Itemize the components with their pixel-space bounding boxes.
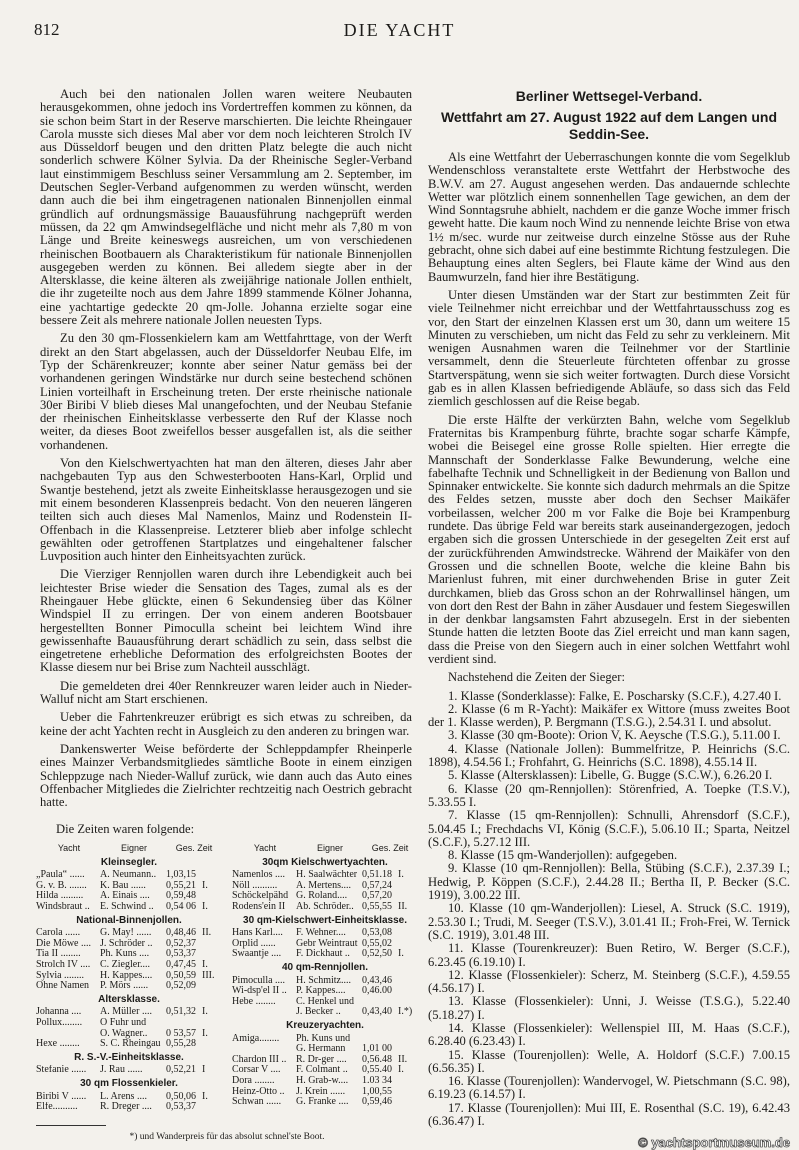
right-column — [428, 88, 790, 1150]
place: I. — [202, 1006, 208, 1018]
time: 0,59,46 — [362, 1097, 392, 1108]
results-tables — [36, 824, 418, 1142]
table-row — [232, 949, 418, 960]
left-column — [36, 87, 413, 1142]
table-row — [36, 960, 222, 971]
paragraph: Die gemeldeten drei 40er Rennkreuzer waren leider auch in Nieder-Walluf nicht am Start erschienen. — [40, 678, 412, 707]
place — [398, 1097, 418, 1108]
table-row — [232, 1076, 418, 1087]
winner-entry: 7. Klasse (15 qm-Rennjollen): Schnulli, Ahrensdorf (S.C.F.), 5.04.45 I.; Frechdachs VI, König (S.C.F.), 5.06.10 II.; Sparta, Neitzel (S.C.F.), 5.27.12 III. — [428, 808, 790, 849]
table-row — [232, 976, 418, 987]
place: I. — [398, 948, 404, 960]
time: 0,52,21 — [166, 1065, 196, 1076]
results-right-half — [232, 843, 418, 1113]
winner-entry: 2. Klasse (6 m R-Yacht): Maikäfer ex Wittore (muss zweites Boot der 1. Klasse werden), P. Bergmann (T.S.G.), 2.54.31 I. und absolut. — [428, 701, 790, 730]
table-row — [36, 881, 222, 892]
time: 0,48,46 — [166, 928, 196, 939]
time: 0,54 06 — [166, 902, 196, 912]
section-title: Kreuzeryachten. — [286, 1019, 364, 1031]
place — [202, 1039, 222, 1050]
yacht: Carola ...... — [36, 928, 81, 939]
time: 0,53,08 — [362, 928, 392, 939]
owner: R. Dreger .... — [100, 1102, 152, 1113]
owner: K. Bau ...... — [100, 880, 146, 891]
yacht: Windsbraut .. — [36, 902, 90, 912]
yacht: „Paula“ ...... — [36, 870, 85, 881]
section-title: 30qm Kielschwertyachten. — [262, 856, 388, 868]
table-header — [36, 843, 222, 854]
table-row — [232, 1065, 418, 1076]
time: 0,53,37 — [166, 1102, 196, 1113]
time: 0,53,37 — [166, 949, 196, 960]
paragraph: Ueber die Fahrtenkreuzer erübrigt es sich etwas zu schreiben, da keine der acht Yachten recht in Ausgleich zu den anderen zu bringen war. — [40, 710, 412, 738]
time: 0,55.40 — [362, 1065, 392, 1076]
yacht: Schwan ...... — [232, 1097, 282, 1108]
owner: P. Mörs ...... — [100, 981, 149, 992]
table-row — [232, 986, 418, 997]
section-title: Kleinsegler. — [100, 856, 158, 868]
winner-entry: 8. Klasse (15 qm-Wanderjollen): aufgegeben. — [448, 848, 678, 863]
yacht: Hexe ........ — [36, 1039, 80, 1050]
section-title: National-Binnenjollen. — [76, 914, 182, 926]
time: 0,51.18 — [362, 870, 392, 881]
yacht: Chardon III .. — [232, 1054, 287, 1065]
yacht: Wi-dsp'el II .. — [232, 986, 287, 997]
table-row — [232, 891, 418, 902]
table-row — [232, 870, 418, 881]
place — [398, 976, 418, 987]
watermark: © yachtsportmuseum.de — [638, 1135, 790, 1150]
yacht: Hilda ......... — [36, 891, 84, 902]
owner: A. Einais .... — [100, 891, 150, 902]
place: I.*) — [398, 1006, 413, 1018]
yacht: Heinz-Otto .. — [232, 1086, 285, 1097]
table-row — [36, 1102, 222, 1113]
winner-entry: 6. Klasse (20 qm-Rennjollen): Störenfried, A. Toepke (T.S.V.), 5.33.55 I. — [428, 781, 790, 809]
table-row — [36, 891, 222, 902]
yacht — [232, 1007, 296, 1018]
owner: P. Kappes.... — [296, 986, 346, 997]
time: 0,57,20 — [362, 891, 392, 902]
owner: A. Mertens.... — [296, 880, 351, 891]
place: III. — [202, 969, 215, 981]
yacht: Pollux........ — [36, 1017, 83, 1028]
time — [362, 1034, 398, 1045]
owner: G. Hermann — [296, 1044, 346, 1055]
time: 0,56.48 — [362, 1054, 392, 1065]
section-title: 30 qm Flossenkieler. — [80, 1077, 178, 1089]
running-head: DIE YACHT — [343, 20, 456, 40]
table-row — [36, 928, 222, 939]
time: 0,57,24 — [362, 880, 392, 891]
owner: J. Krein ...... — [296, 1086, 346, 1097]
yacht: G. v. B. ....... — [36, 880, 87, 891]
column-header: Yacht — [253, 843, 277, 854]
time: 0 53,57 — [166, 1028, 196, 1039]
table-row — [36, 939, 222, 950]
time: 1,03,15 — [166, 870, 196, 881]
owner: Ab. Schröder.. — [296, 902, 354, 912]
winner-entry: 11. Klasse (Tourenkreuzer): Buen Retiro, W. Berger (S.C.F.), 6.23.45 (6.19.10) I. — [428, 941, 790, 969]
table-row — [232, 1007, 418, 1018]
owner: F. Colmant .. — [296, 1065, 348, 1076]
time: 0,50,06 — [166, 1091, 196, 1102]
yacht: Rodens'ein II — [232, 902, 286, 912]
time: 0,55,28 — [166, 1039, 196, 1050]
place: I. — [202, 1027, 208, 1039]
time: 1,00,55 — [362, 1086, 392, 1097]
owner: J. Becker .. — [296, 1007, 341, 1018]
time: 0,55,21 — [166, 880, 196, 891]
winner-entry: 15. Klasse (Tourenjollen): Welle, A. Holdorf (S.C.F.) 7.00.15 (6.56.35) I. — [428, 1047, 790, 1075]
winner-entry: 16. Klasse (Tourenjollen): Wandervogel, W. Pietschmann (S.C. 98), 6.19.23 (6.14.57) I. — [428, 1074, 790, 1102]
results-left-half — [36, 843, 222, 1113]
table-row — [232, 1097, 418, 1108]
paragraph: Die Vierziger Rennjollen waren durch ihre Lebendigkeit auch bei leichtester Brise wieder die Sensation des Tages, zumal als es der Rheingauer Hebe glückte, einen 6 Sekundensieg über das Kölner Windspiel II zu erringen. Der von einem anderen Bootsbauer hergestellten Bonner Pimoculla scheint bei leichtem Wind ihre gewissenhafte Bauausführung derart schädlich zu sein, dass selbst die eingetretene erhebliche Deformation des erfolgreichsten Bootes der Klasse diesem nur bei Brise zum Nachteil ausschlägt. — [40, 567, 412, 675]
results-caption: Die Zeiten waren folgende: — [56, 822, 195, 837]
column-header: Eigner — [120, 843, 147, 854]
owner: C. Ziegler.... — [100, 959, 150, 970]
yacht: Stefanie ...... — [36, 1065, 87, 1076]
time — [362, 997, 398, 1008]
table-row — [36, 1018, 222, 1029]
time: 0,46.00 — [362, 986, 392, 997]
yacht: Elfe.......... — [36, 1102, 78, 1113]
section-title: R. S.-V.-Einheitsklasse. — [74, 1051, 184, 1063]
column-header: Yacht — [57, 843, 81, 854]
time: 1.03 34 — [362, 1075, 392, 1086]
table-row — [36, 981, 222, 992]
owner: A. Neumann.. — [100, 870, 157, 881]
table-row — [36, 870, 222, 881]
table-row — [36, 1007, 222, 1018]
time: 0,43,46 — [362, 975, 392, 986]
owner: H. Kappes.... — [100, 970, 153, 981]
paragraph: Von den Kielschwertyachten hat man den älteren, dieses Jahr aber nachgebauten Typ aus den Schwesterbooten Hans-Karl, Orplid und Swantje bestehend, jetzt als zweite Einheitsklasse herausgezogen und sie mit einem besonderen Klassenpreis bedacht. Von den neueren längeren teilten sich auch dieses Mal Namenlos, Mainz und Rodenstein II-Offenbach in die Klassenpreise. Letzterer blieb aber infolge schlecht gewählten oder getroffenen Startplatzes und eingehaltener falscher Luvposition auch hinter den Einheitsyachten zurück. — [40, 456, 412, 564]
yacht: Sylvia ........ — [36, 970, 85, 981]
place — [202, 1102, 222, 1113]
time: 1,01 00 — [362, 1044, 392, 1055]
yacht: Amiga........ — [232, 1033, 280, 1044]
yacht: Johanna .... — [36, 1007, 82, 1018]
place — [398, 1034, 418, 1045]
owner: J. Schröder .. — [100, 938, 153, 949]
column-header: Ges. Zeit — [371, 843, 409, 854]
table-row — [232, 1044, 418, 1055]
place — [398, 928, 418, 939]
yacht: Schöckelpähd — [232, 891, 289, 902]
place: I. — [398, 1064, 404, 1076]
winner-entry: 14. Klasse (Flossenkieler): Wellenspiel III, M. Haas (S.C.F.), 6.28.40 (6.23.43) I. — [428, 1021, 790, 1049]
owner: J. Rau ...... — [100, 1065, 143, 1076]
owner: O Fuhr und — [100, 1017, 147, 1028]
table-row — [36, 949, 222, 960]
yacht: Hans Karl.... — [232, 928, 283, 939]
winner-entry: 13. Klasse (Flossenkieler): Unni, J. Weisse (T.S.G.), 5.22.40 (5.18.27) I. — [428, 994, 790, 1022]
table-row — [36, 1029, 222, 1040]
winner-entry: 1. Klasse (Sonderklasse): Falke, E. Poscharsky (S.C.F.), 4.27.40 I. — [448, 688, 782, 703]
table-row — [232, 1055, 418, 1066]
place — [202, 939, 222, 950]
table-row — [36, 1065, 222, 1076]
place: I. — [202, 1090, 208, 1102]
paragraph: Unter diesen Umständen war der Start zur bestimmten Zeit für viele Teilnehmer nicht erreichbar und der Wettfahrtausschuss zog es vor, den Start der einzelnen Klassen erst um 30, dann um weitere 15 Minuten zu verschieben, um nicht das Feld zu sehr zu verkleinern. Mit wenigen Ausnahmen waren die Teilnehmer vor der Startlinie versammelt, denn die Steuerleute fürchteten offenbar zu grosse Startverspätung, wenn sie sich weiter fortwagten. Durch diese Vorsicht gab es in allen Klassen befriedigende Abläufe, so dass sich das Feld ziemlich geschlossen auf die Reise begab. — [428, 287, 790, 409]
paragraph: Nachstehend die Zeiten der Sieger: — [448, 670, 625, 685]
footnote-rule — [36, 1125, 106, 1126]
yacht — [232, 1044, 296, 1055]
table-row — [232, 1087, 418, 1098]
yacht: Swaantje .... — [232, 949, 282, 960]
place: I. — [202, 901, 208, 912]
winner-entry: 3. Klasse (30 qm-Boote): Orion V, K. Aeysche (T.S.G.), 5.11.00 I. — [448, 728, 781, 743]
yacht: Tia II ........ — [36, 949, 81, 960]
place: I. — [202, 958, 208, 970]
place: I. — [202, 879, 208, 891]
footnote: *) und Wanderpreis für das absolut schnel'ste Boot. — [129, 1131, 325, 1142]
time: 0,43,40 — [362, 1007, 392, 1018]
yacht: Dora ........ — [232, 1075, 275, 1086]
place: II. — [398, 901, 408, 912]
yacht: Namenlos .... — [232, 870, 286, 881]
owner: G. Roland.... — [296, 891, 348, 902]
paragraph: Dankenswerter Weise beförderte der Schleppdampfer Rheinperle eines Mainzer Verbandsmitgliedes sämtliche Boote in einem einzigen Schleppzuge nach Nieder-Walluf zurück, wie dann auch das Auto eines Offenbacher Mitgliedes die Zielrichter rechtzeitig nach Oestrich gebracht hatte. — [40, 741, 412, 810]
article-subheadline: Wettfahrt am 27. August 1922 auf dem Langen und Seddin-See. — [440, 109, 778, 142]
yacht: Die Möwe .... — [36, 938, 91, 949]
place: II. — [202, 927, 212, 939]
time: 0,55,55 — [362, 902, 392, 912]
place — [398, 986, 418, 997]
yacht: Nöll .......... — [232, 880, 278, 891]
place — [398, 881, 418, 892]
table-row — [232, 1034, 418, 1045]
winner-entry: 9. Klasse (10 qm-Rennjollen): Bella, Stübing (S.C.F.), 2.37.39 I.; Hedwig, P. Köppen (S.C.F.), 2.44.28 II.; Bertha II, P. Becker (S.C. 1919), 3.00.22 III. — [428, 861, 790, 903]
table-row — [232, 881, 418, 892]
table-row — [232, 997, 418, 1008]
owner: H. Saalwächter — [296, 870, 358, 881]
table-row — [232, 928, 418, 939]
left-column-body — [40, 88, 412, 814]
owner: L. Arens .... — [100, 1091, 147, 1102]
place: I. — [398, 869, 404, 881]
owner: Ph. Kuns und — [296, 1033, 351, 1044]
page-number: 812 — [34, 20, 60, 39]
owner: S. C. Rheingau — [100, 1039, 161, 1050]
owner: F. Wehner.... — [296, 928, 346, 939]
yacht: Hebe ........ — [232, 996, 276, 1007]
owner: H. Grab-w.... — [296, 1075, 349, 1086]
article-headline: Berliner Wettsegel-Verband. — [515, 88, 703, 104]
place — [202, 981, 222, 992]
winner-entry: 10. Klasse (10 qm-Wanderjollen): Liesel, A. Struck (S.C. 1919), 2.53.30 I.; Trudi, M. Seeger (T.S.V.), 3.01.41 II.; Froh-Frei, W. Ternick (S.C. 1919), 3.01.48 III. — [428, 901, 790, 942]
winner-entry: 12. Klasse (Flossenkieler): Scherz, M. Steinberg (S.C.F.), 4.59.55 (4.56.17) I. — [428, 967, 790, 996]
owner: E. Schwind .. — [100, 902, 154, 912]
owner: A. Müller .... — [100, 1007, 152, 1018]
yacht: Pimoculla .... — [232, 975, 286, 986]
section-title: 30 qm-Kielschwert-Einheitsklasse. — [243, 914, 407, 926]
owner: Gebr Weintraut — [296, 938, 358, 949]
owner: G. Franke .... — [296, 1097, 349, 1108]
table-header — [232, 843, 418, 854]
owner: C. Henkel und — [296, 996, 355, 1007]
owner: H. Schmitz.... — [296, 975, 351, 986]
yacht: Biribi V ...... — [36, 1091, 87, 1102]
paragraph: Auch bei den nationalen Jollen waren weitere Neubauten herausgekommen, ohne jedoch ins Vordertreffen kommen zu können, da sie schon beim Start in der Reserve marschierten. Die leichte Rheingauer Carola musste sich dieses Mal aber vor dem noch leichteren Strolch IV aus Düsseldorf beugen und den dritten Platz belegte die auch nicht sonderlich schwere Kölner Sylvia. Da der Rheinische Segler-Verband laut einstimmigem Beschluss seiner Versammlung am 2. September, im Deutschen Segler-Verband aufgenommen zu werden wünscht, werden dann auch die bei ihm eingetragenen nationalen Binnenjollen einmal gründlich auf ordnungsmässige Bauausführung nachgeprüft werden müssen, da 22 qm Amwindsegelfläche und nicht mehr als 7,80 m von Länge und Breite keineswegs ausreichen, um von verschiedenen rheinischen Bootbauern als Charakteristikum für nationale Binnenjollen ausgegeben werden zu können. Bei alledem siegte aber in der Altersklasse, die keine älteren als zweijährige nationale Jollen enthielt, die ihr zugeteilte noch aus dem Jahre 1899 stammende Kölner Johanna, eine yachtartige gedeckte 20 qm-Jolle. Johanna erzielte sogar eine bessere Zeit als mehrere nationale Jollen neuesten Typs. — [40, 87, 412, 328]
right-column-body — [428, 151, 790, 1128]
time: 0,55,02 — [362, 938, 392, 949]
yacht — [36, 1029, 100, 1040]
table-row — [36, 1039, 222, 1050]
place: II. — [398, 1053, 408, 1065]
section-title: Altersklasse. — [98, 993, 160, 1005]
time: 0,51,32 — [166, 1007, 196, 1018]
table-row — [232, 939, 418, 950]
table-row — [36, 971, 222, 982]
time: 0,59,48 — [166, 891, 196, 902]
owner: F. Dickhaut .. — [296, 949, 350, 960]
owner: O. Wagner.. — [100, 1028, 148, 1039]
winner-entry: 17. Klasse (Tourenjollen): Mui III, E. Rosenthal (S.C. 19), 6.42.43 (6.36.47) I. — [428, 1100, 790, 1129]
section-title: 40 qm-Rennjollen. — [281, 961, 369, 973]
time: 0,52,50 — [362, 949, 392, 960]
owner: R. Dr-ger .... — [296, 1054, 347, 1065]
yacht: Orplid ...... — [232, 938, 276, 949]
paragraph: Zu den 30 qm-Flossenkielern kam am Wettfahrttage, von der Werft direkt an den Start abgelassen, auch der Düsseldorfer Neubau Elfe, im Typ der Schärenkreuzer; konnte aber seiner Natur gemäss bei der vorhandenen geringen Windstärke nur durch seine bestechend schönen Linien vorteilhaft in Erscheinung treten. Der erste rheinische nationale 30er Biribi V blieb dieses Mal unangefochten, und der Neubau Stefanie der rheinischen Einheitsklasse verbesserte den Ruf der Klasse noch weiter, da dieses Boot zweifellos besser ausgefallen ist, als die seither vorhandenen. — [40, 331, 412, 452]
place — [202, 1018, 222, 1029]
yacht: Strolch IV .... — [36, 959, 91, 970]
column-header: Ges. Zeit — [175, 843, 213, 854]
column-header: Eigner — [316, 843, 343, 854]
paragraph: Als eine Wettfahrt der Ueberraschungen konnte die vom Segelklub Wendenschloss veranstaltete erste Wettfahrt der Herbstwoche des B.W.V. am 27. August angesehen werden. Das andauernde schlechte Wetter war plötzlich einem sonnenhellen Tage gewichen, an dem der Wind Sonntagsruhe abhielt, nachdem er die ganze Woche immer frisch geweht hatte. Die kaum noch Wind zu nennende leichte Brise von etwa 1½ m/sec. wurde nur zeitweise durch einzelne Stösse aus der Ruhe gebracht, ohne sich dabei auf eine bestimmte Richtung festzulegen. Die Behauptung eines alten Seglers, bei Flaute käme der Wind aus den Baumwurzeln, fand hier ihre Bestätigung. — [428, 150, 790, 284]
place — [398, 1076, 418, 1087]
table-row — [36, 902, 222, 913]
paragraph: Die erste Hälfte der verkürzten Bahn, welche vom Segelklub Fraternitas bis Krampenburg führte, brachte sogar scharfe Kämpfe, wobei die Beisegel eine grosse Rolle spielten. Hier erregte die Mannschaft der Sonderklasse Falke Bewunderung, welche eine fabelhafte Technik und Schnelligkeit in der Bedienung von Ballon und Spinnaker entwickelte. Sie konnte sich dadurch mehrmals an die Spitze des Feldes setzen, musste aber doch den Sechser Maikäfer vorbeilassen, welcher 200 m vor Falke die Boje bei Krampenburg rundete. Das übrige Feld war bereits stark auseinandergezogen, jedoch ergaben sich die grossen Unterschiede in der gesegelten Zeit erst auf der zurückführenden Amwindstrecke. Während der Maikäfer von den Grossen und die schnellen Boote, welche die kleine Bahn bis Marienlust fuhren, mit einer durchwehenden Brise in guter Zeit durchkamen, blieb das Gross schon an der Rohrwallinsel hängen, um von dort den Rest der Bahn in zäher Ausdauer und festem Siegeswillen in der denkbar langsamsten Fahrt abzusegeln. Erst in der siebenten Stunde hatten die letzten Boote das Ziel erreicht und man kann sagen, dass die Preise von den Siegern auch in einer solchen Wettfahrt wohl verdient sind. — [428, 412, 790, 666]
time — [166, 1018, 202, 1029]
place: I — [202, 1064, 206, 1076]
winner-entry: 4. Klasse (Nationale Jollen): Bummelfritze, P. Heinrichs (S.C. 1898), 4.54.56 I.; Frohfahrt, G. Heinrichs (S.C. 1898), 4.55.14 II. — [428, 741, 790, 770]
time: 0,52,37 — [166, 938, 196, 949]
owner: Ph. Kuns .... — [100, 949, 150, 960]
time: 0,47,45 — [166, 959, 196, 970]
yacht: Corsar V .... — [232, 1065, 281, 1076]
table-row — [232, 902, 418, 913]
yacht: Ohne Namen — [36, 981, 90, 992]
time: 0,52,09 — [166, 981, 196, 992]
table-row — [36, 1092, 222, 1103]
owner: G. May! ...... — [100, 928, 152, 939]
time: 0,50,59 — [166, 970, 196, 981]
place — [398, 1087, 418, 1098]
winner-entry: 5. Klasse (Altersklassen): Libelle, G. Bugge (S.C.W.), 6.26.20 I. — [448, 768, 773, 783]
